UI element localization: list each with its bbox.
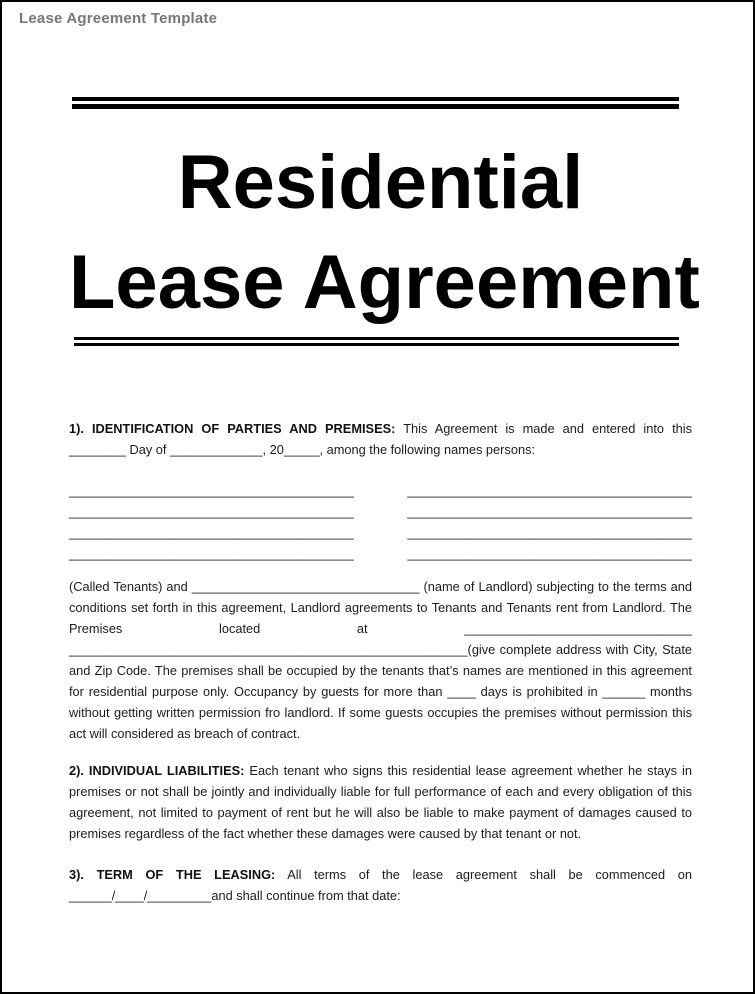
blank-line: ________________________________________	[407, 504, 692, 519]
window-title: Lease Agreement Template	[19, 10, 218, 27]
document-title	[69, 133, 700, 333]
tenant-name-blanks	[69, 480, 692, 564]
blank-line: ________________________________________	[407, 546, 692, 561]
document-body	[69, 97, 700, 906]
document-title-line2: Lease Agreement	[69, 240, 700, 325]
paragraph-identification-label: 1). IDENTIFICATION OF PARTIES AND PREMISES:	[69, 421, 396, 436]
blank-line-row	[69, 480, 692, 501]
title-rule-top	[72, 97, 679, 109]
paragraph-term-label: 3). TERM OF THE LEASING:	[69, 867, 276, 882]
blank-line: ________________________________________	[407, 525, 692, 540]
blank-line-row	[69, 501, 692, 522]
paragraph-liabilities-label: 2). INDIVIDUAL LIABILITIES:	[69, 763, 245, 778]
paragraph-liabilities	[69, 760, 692, 844]
document-title-line1: Residential	[177, 140, 584, 225]
paragraph-term	[69, 864, 692, 906]
paragraph-identification-text: This Agreement is made and entered into this ________ Day of _____________, 20_____, among the following names persons:	[69, 421, 692, 457]
blank-line: ________________________________________	[407, 483, 692, 498]
paragraph-term-text: All terms of the lease agreement shall be commenced on ______/____/_________and shall continue from that date:	[69, 867, 692, 903]
blank-line-row	[69, 522, 692, 543]
paragraph-tenants: (Called Tenants) and ________________________________ (name of Landlord) subjecting to the terms and conditions set forth in this agreement, Landlord agreements to Tenants and Tenants rent from Landlord. The Premises located at ________________________________ ________________________________________________________(give complete address with City, State and Zip Code. The premises shall be occupied by the tenants that’s names are mentioned in this agreement for residential purpose only. Occupancy by guests for more than ____ days is prohibited in ______ months without getting written permission fro landlord. If some guests occupies the premises without permission this act will considered as breach of contract.	[69, 579, 692, 741]
blank-line: ________________________________________	[69, 525, 354, 540]
blank-line-row	[69, 543, 692, 564]
paragraph-identification	[69, 418, 692, 460]
title-rule-bottom	[74, 337, 679, 346]
blank-line: ________________________________________	[69, 483, 354, 498]
blank-line: ________________________________________	[69, 504, 354, 519]
paragraph-liabilities-text: Each tenant who signs this residential lease agreement whether he stays in premises or not shall be jointly and individually liable for full performance of each and every obligation of this agreement, not limited to payment of rent but he will also be liable to make payment of damages caused to premises regardless of the fact whether these damages were caused by that tenant or not.	[69, 763, 693, 841]
blank-line: ________________________________________	[69, 546, 354, 561]
